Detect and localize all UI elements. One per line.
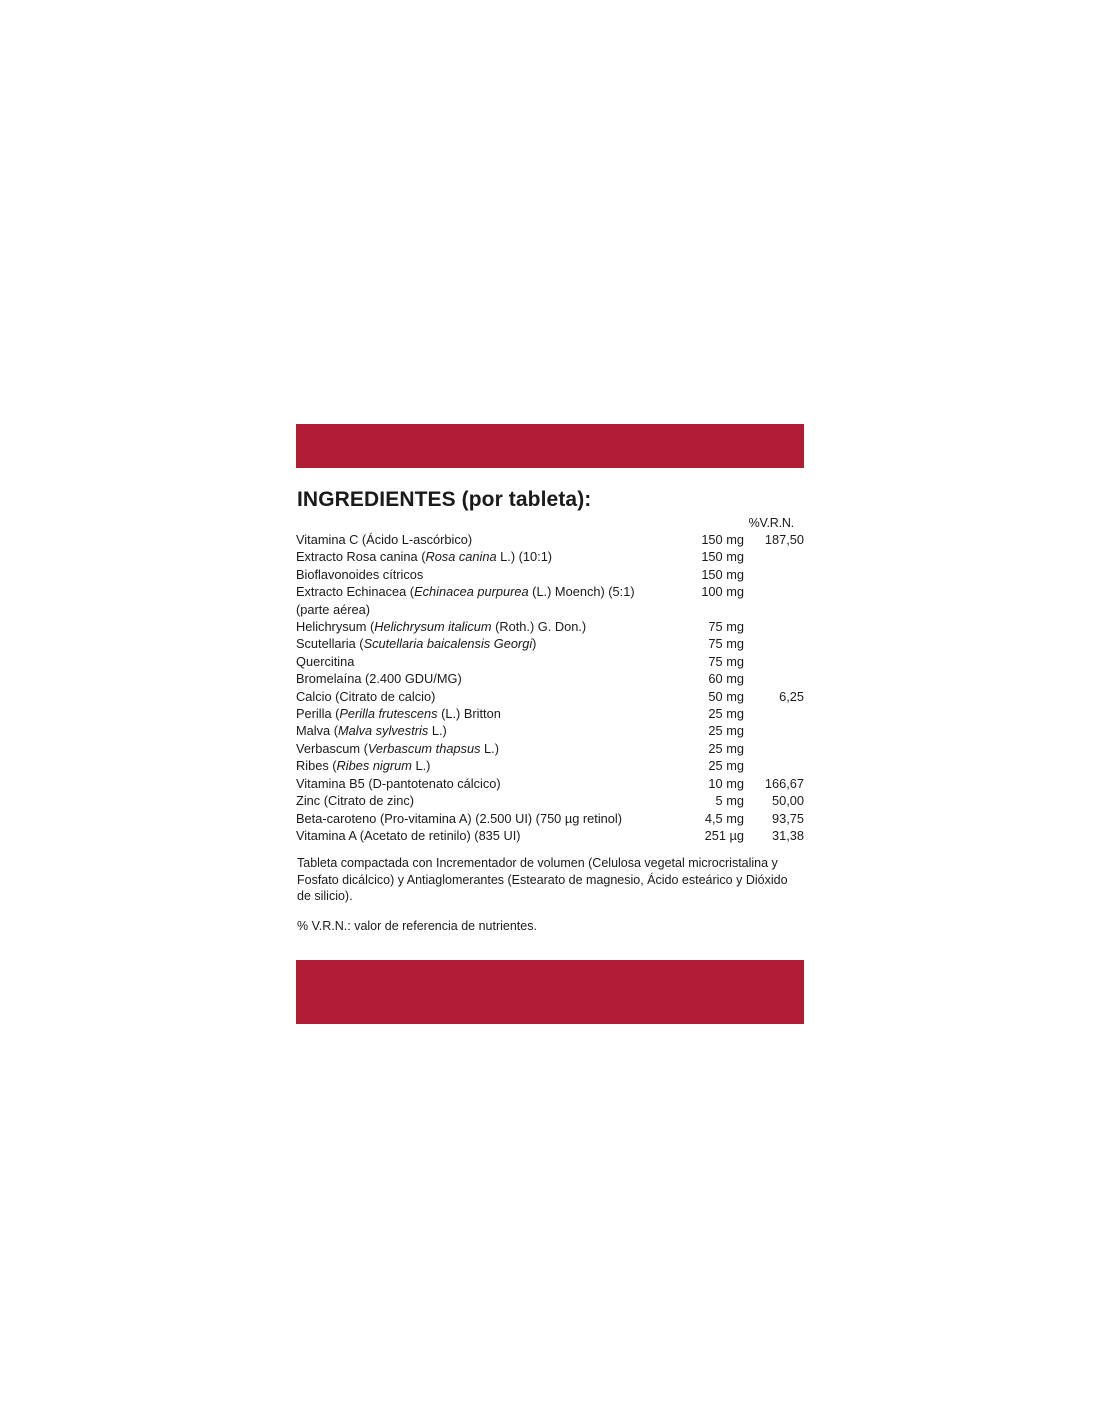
vrn-column-header: %V.R.N.	[748, 516, 794, 530]
scientific-name: Helichrysum italicum	[374, 619, 492, 635]
ingredient-name: Bromelaína (2.400 GDU/MG)	[296, 671, 462, 687]
ingredient-vrn	[744, 548, 804, 565]
ingredient-amount: 25 mg	[708, 706, 744, 722]
ingredient-name: Verbascum (Verbascum thapsus L.)	[296, 740, 499, 756]
ingredient-name: Vitamina A (Acetato de retinilo) (835 UI)	[296, 827, 521, 843]
ingredient-amount: 75 mg	[708, 653, 744, 669]
ingredient-name: Extracto Echinacea (Echinacea purpurea (L.) Moench) (5:1)	[296, 584, 635, 600]
ingredient-vrn	[744, 670, 804, 687]
ingredient-amount: 10 mg	[708, 775, 744, 791]
ingredient-amount: 4,5 mg	[704, 810, 744, 826]
excipients-note: Tableta compactada con Incrementador de volumen (Celulosa vegetal microcristalina y Fosfato dicálcico) y Antiaglomerantes (Estearato de magnesio, Ácido esteárico y Dióxido de silicio).	[297, 856, 788, 904]
ingredient-amount: 25 mg	[708, 740, 744, 756]
ingredient-amount: 150 mg	[701, 566, 744, 582]
ingredient-name: Extracto Rosa canina (Rosa canina L.) (10:1)	[296, 549, 553, 565]
ingredient-name: Malva (Malva sylvestris L.)	[296, 723, 447, 739]
ingredient-name: Quercitina	[296, 653, 355, 669]
table-row	[296, 566, 804, 583]
ingredient-name: Perilla (Perilla frutescens (L.) Britton	[296, 706, 501, 722]
ingredient-vrn	[744, 705, 804, 722]
ingredient-amount: 25 mg	[708, 758, 744, 774]
ingredient-amount: 100 mg	[701, 584, 744, 600]
table-row	[296, 618, 804, 635]
ingredient-vrn	[744, 583, 804, 600]
ingredient-vrn	[744, 601, 804, 618]
ingredient-vrn	[744, 618, 804, 635]
table-row	[296, 757, 804, 774]
scientific-name: Scutellaria baicalensis Georgi	[363, 636, 533, 652]
bottom-accent-bar	[296, 960, 804, 1024]
scientific-name: Ribes nigrum	[336, 758, 412, 774]
ingredient-vrn	[744, 635, 804, 652]
scientific-name: Malva sylvestris	[337, 723, 429, 739]
page-title: INGREDIENTES (por tableta):	[297, 488, 592, 511]
table-row	[296, 670, 804, 687]
ingredient-vrn	[744, 722, 804, 739]
ingredient-name: Vitamina B5 (D-pantotenato cálcico)	[296, 775, 501, 791]
ingredients-panel	[296, 424, 804, 1024]
table-row	[296, 583, 804, 600]
ingredient-amount: 5 mg	[715, 793, 744, 809]
ingredient-vrn: 187,50	[764, 532, 804, 547]
ingredient-name: Scutellaria (Scutellaria baicalensis Georgi)	[296, 636, 537, 652]
ingredient-amount	[672, 601, 744, 618]
ingredient-amount: 25 mg	[708, 723, 744, 739]
ingredient-vrn	[744, 653, 804, 670]
ingredient-amount: 60 mg	[708, 671, 744, 687]
scientific-name: Rosa canina	[425, 549, 497, 565]
ingredient-vrn	[744, 566, 804, 583]
table-row	[296, 722, 804, 739]
panel-content	[296, 488, 804, 960]
bottom-spacer	[296, 934, 804, 960]
ingredient-vrn: 31,38	[771, 827, 804, 843]
ingredient-amount: 75 mg	[708, 619, 744, 635]
table-row	[296, 653, 804, 670]
table-row	[296, 688, 804, 705]
ingredient-name: Beta-caroteno (Pro-vitamina A) (2.500 UI) (750 µg retinol)	[296, 810, 623, 826]
table-row	[296, 740, 804, 757]
ingredients-table	[296, 531, 804, 844]
table-row	[296, 548, 804, 565]
scientific-name: Echinacea purpurea	[414, 584, 529, 600]
table-row	[296, 601, 804, 618]
table-row	[296, 775, 804, 792]
ingredient-name: Helichrysum (Helichrysum italicum (Roth.) G. Don.)	[296, 619, 587, 635]
ingredient-amount: 50 mg	[708, 688, 744, 704]
ingredient-amount: 150 mg	[701, 532, 744, 547]
ingredient-vrn: 93,75	[771, 810, 804, 826]
ingredient-vrn	[744, 757, 804, 774]
table-row	[296, 531, 804, 548]
ingredient-vrn: 50,00	[771, 793, 804, 809]
table-row	[296, 827, 804, 844]
ingredient-name: Zinc (Citrato de zinc)	[296, 793, 415, 809]
ingredient-amount: 75 mg	[708, 636, 744, 652]
ingredient-amount: 150 mg	[701, 549, 744, 565]
table-row	[296, 635, 804, 652]
table-row	[296, 810, 804, 827]
scientific-name: Verbascum thapsus	[367, 740, 481, 756]
scientific-name: Perilla frutescens	[339, 706, 438, 722]
ingredient-vrn	[744, 740, 804, 757]
table-row	[296, 705, 804, 722]
ingredient-name: Vitamina C (Ácido L-ascórbico)	[296, 532, 473, 547]
vrn-legend: % V.R.N.: valor de referencia de nutrientes.	[297, 918, 537, 933]
ingredient-vrn: 6,25	[779, 688, 804, 704]
top-accent-bar	[296, 424, 804, 468]
ingredient-amount: 251 µg	[704, 827, 744, 843]
ingredient-name: Calcio (Citrato de calcio)	[296, 688, 436, 704]
ingredient-vrn: 166,67	[764, 775, 804, 791]
ingredient-name: Ribes (Ribes nigrum L.)	[296, 758, 431, 774]
ingredients-table-body	[296, 531, 804, 844]
table-row	[296, 792, 804, 809]
ingredient-name: Bioflavonoides cítricos	[296, 566, 424, 582]
ingredient-name: (parte aérea)	[296, 601, 370, 617]
